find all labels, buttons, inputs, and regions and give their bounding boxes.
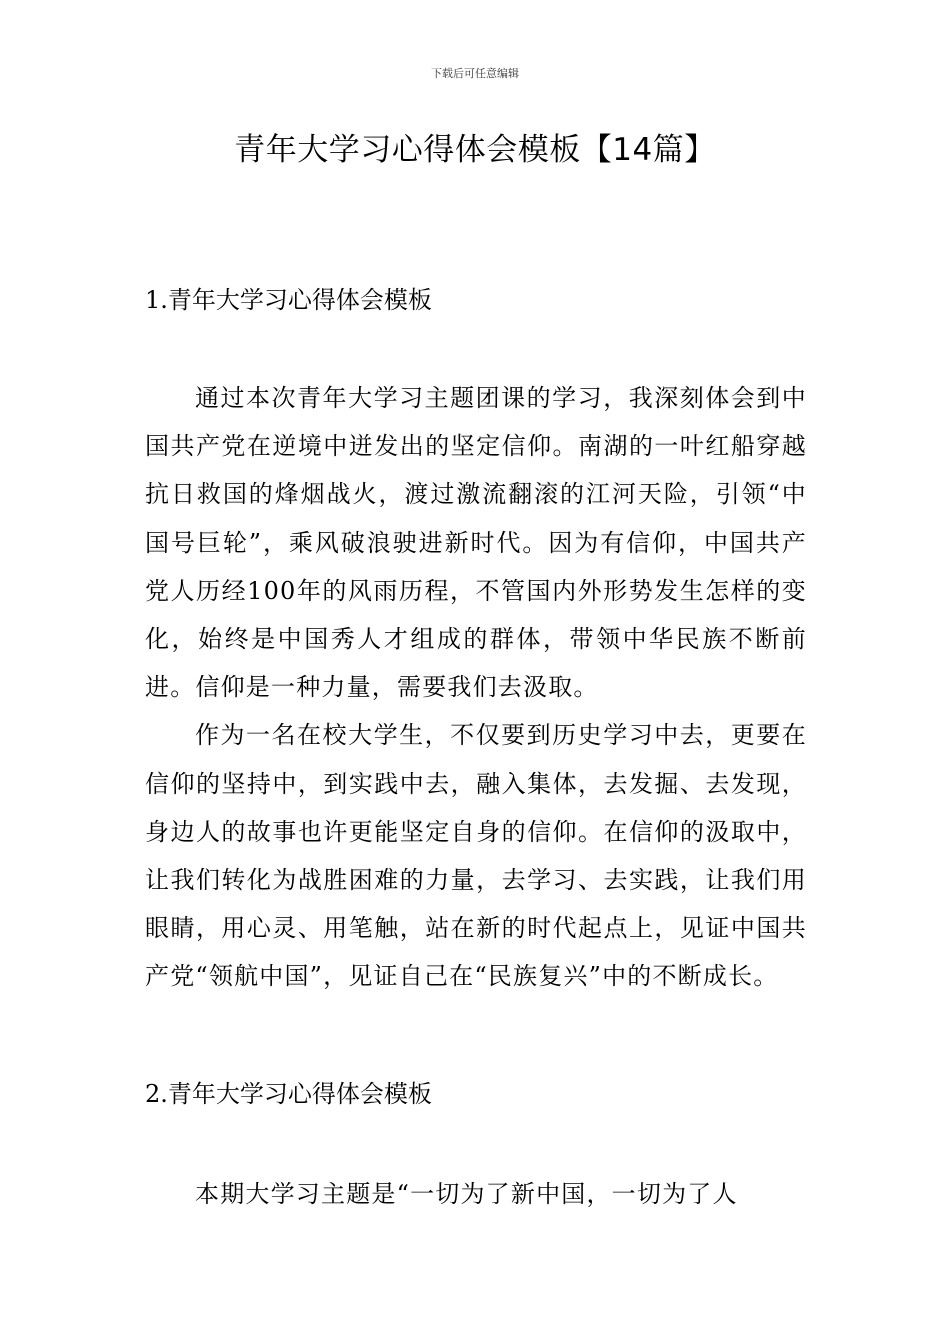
section-body-2 xyxy=(145,1170,807,1218)
section-body-1 xyxy=(145,374,807,1001)
paragraph: 本期大学习主题是“一切为了新中国，一切为了人 xyxy=(195,1180,738,1208)
section-heading-2: 2.青年大学习心得体会模板 xyxy=(145,1080,432,1108)
paragraph: 通过本次青年大学习主题团课的学习，我深刻体会到中国共产党在逆境中迸发出的坚定信仰。南湖的一叶红船穿越抗日救国的烽烟战火，渡过激流翻滚的江河天险，引领“中国号巨轮”，乘风破浪驶进新时代。因为有信仰，中国共产党人历经100年的风雨历程，不管国内外形势发生怎样的变化，始终是中国秀人才组成的群体，带领中华民族不断前进。信仰是一种力量，需要我们去汲取。 xyxy=(145,384,807,702)
document-title: 青年大学习心得体会模板【14篇】 xyxy=(234,132,716,168)
section-heading-1: 1.青年大学习心得体会模板 xyxy=(145,286,432,314)
header-note: 下载后可任意编辑 xyxy=(431,67,519,80)
paragraph: 作为一名在校大学生，不仅要到历史学习中去，更要在信仰的坚持中，到实践中去，融入集体，去发掘、去发现，身边人的故事也许更能坚定自身的信仰。在信仰的汲取中，让我们转化为战胜困难的力量，去学习、去实践，让我们用眼睛，用心灵、用笔触，站在新的时代起点上，见证中国共产党“领航中国”，见证自己在“民族复兴”中的不断成长。 xyxy=(145,721,807,991)
